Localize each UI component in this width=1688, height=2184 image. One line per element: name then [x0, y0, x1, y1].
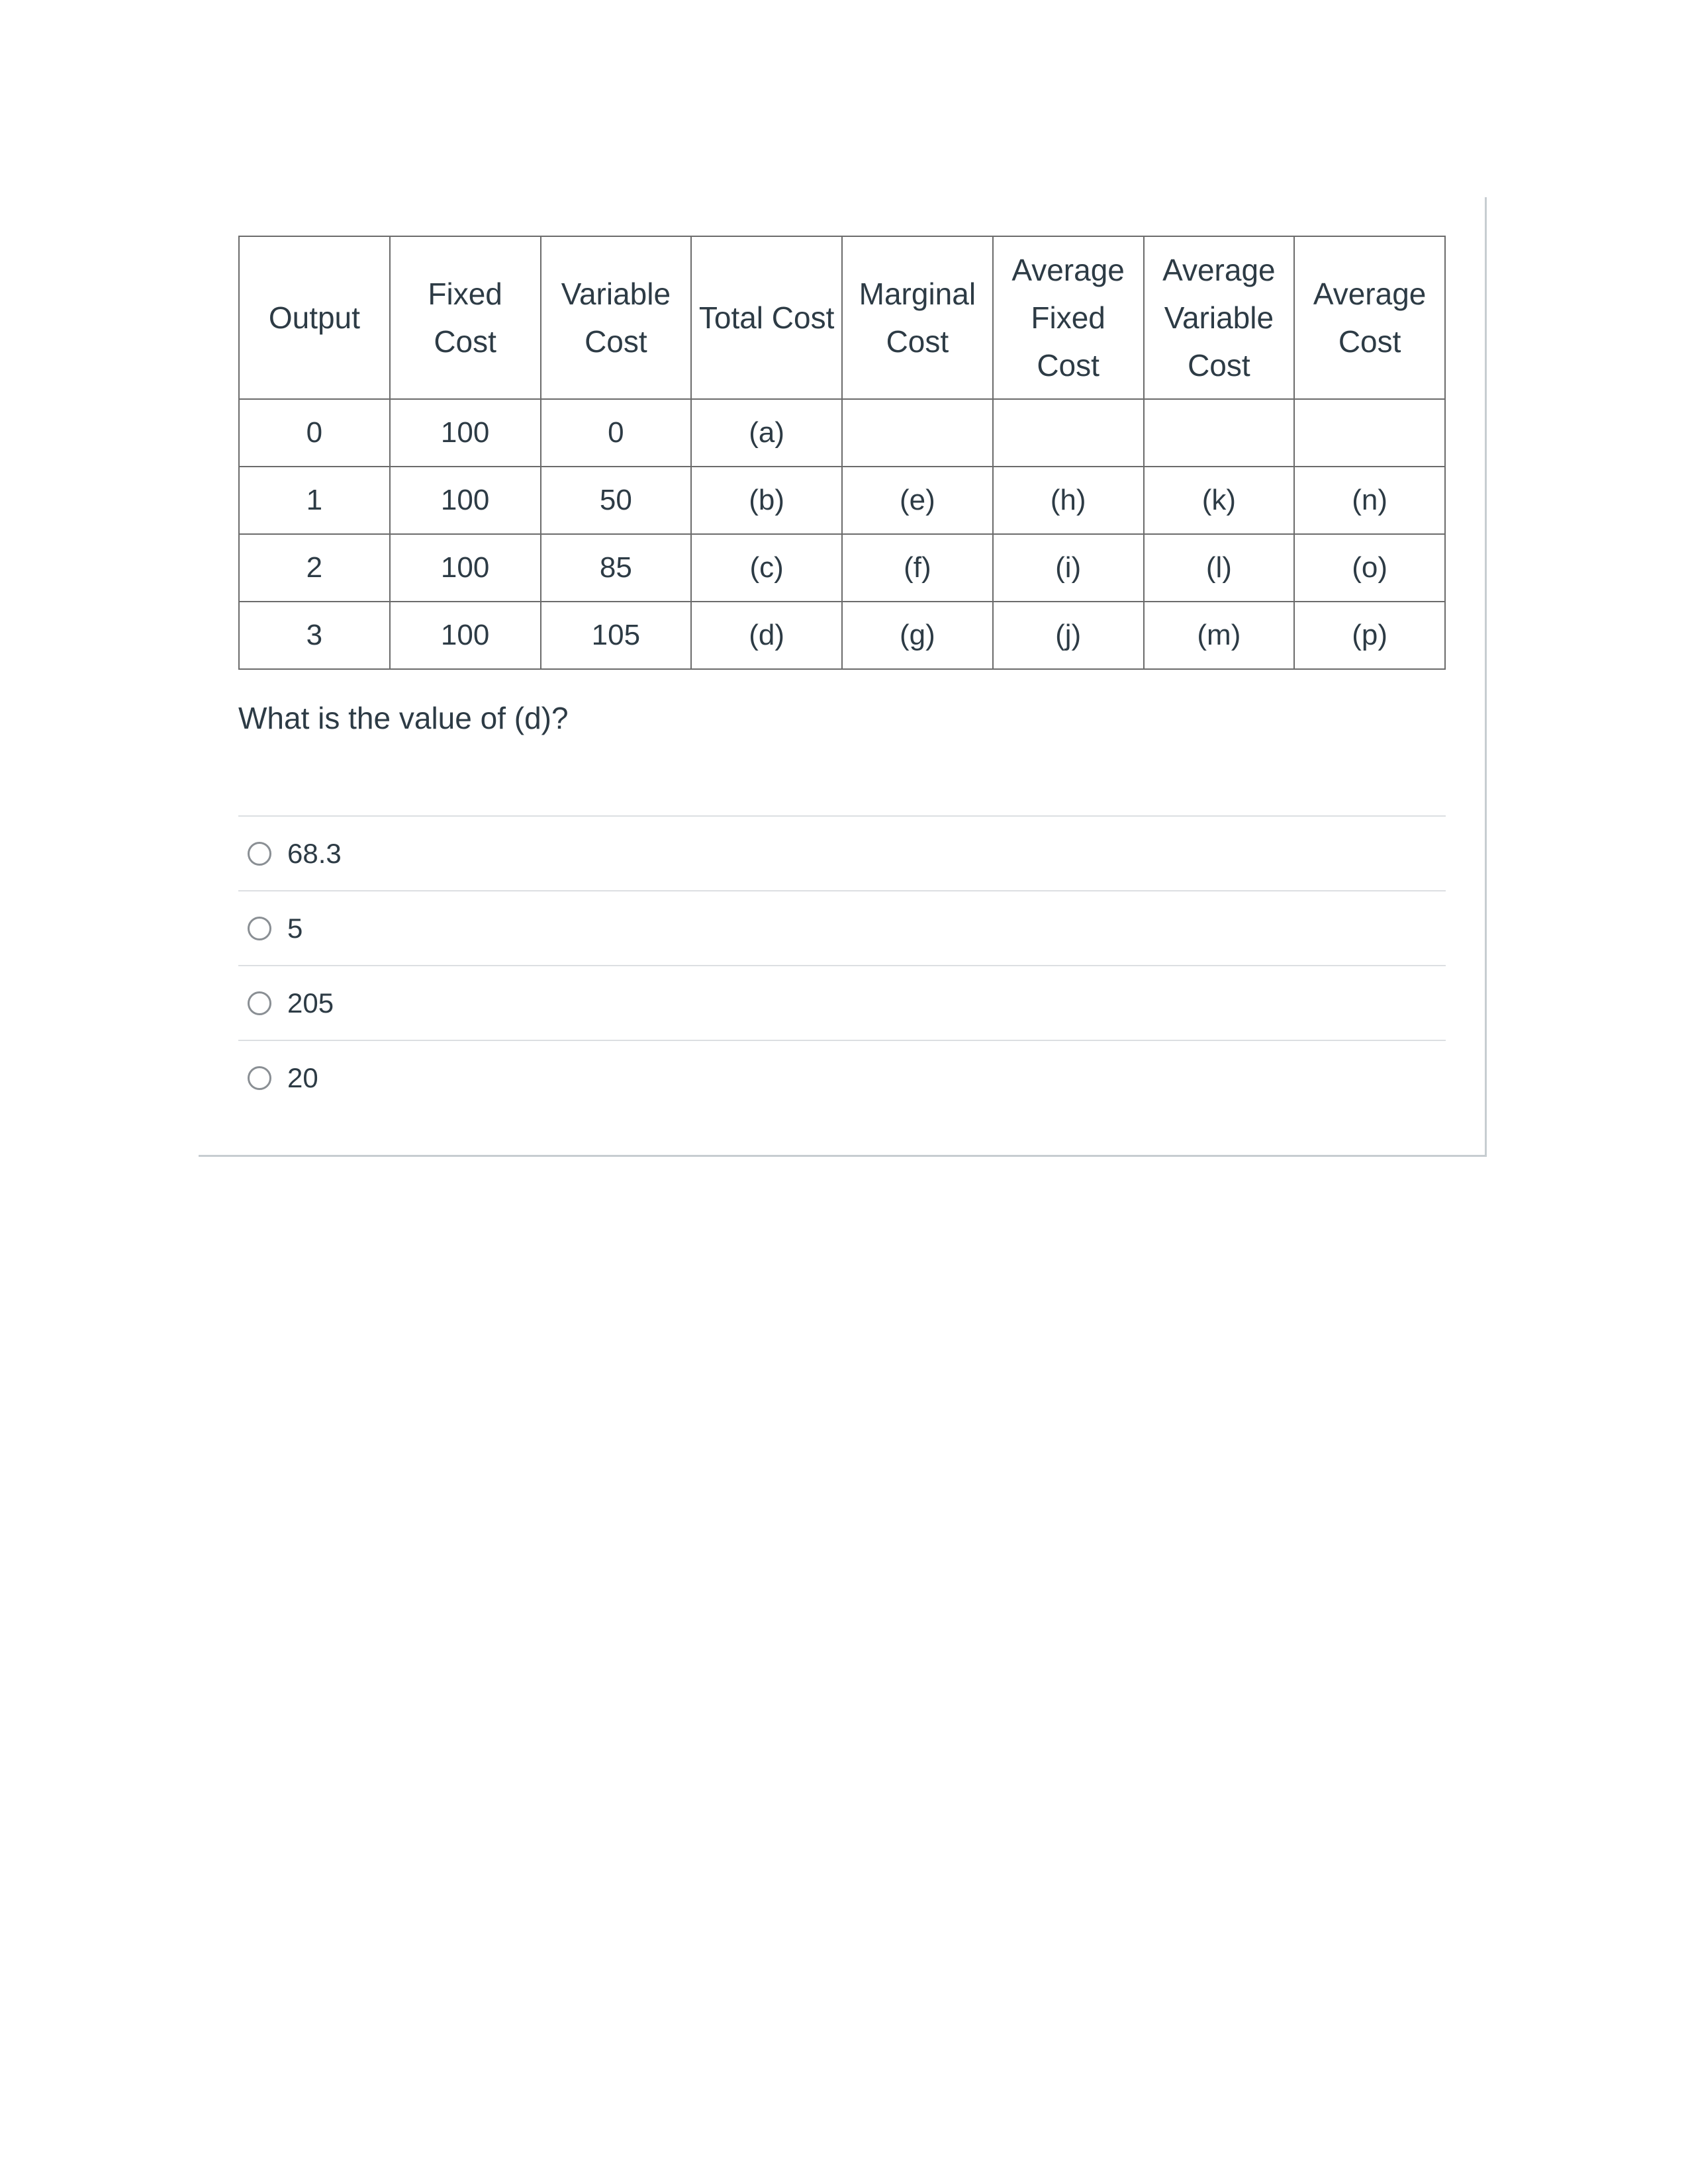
- table-cell: [1144, 399, 1295, 467]
- table-row: [239, 602, 1445, 669]
- table-cell: 100: [390, 534, 541, 602]
- cost-table: [238, 236, 1446, 670]
- answer-label: 68.3: [287, 837, 342, 869]
- table-cell: (d): [691, 602, 842, 669]
- table-cell: (k): [1144, 467, 1295, 534]
- table-cell: 2: [239, 534, 390, 602]
- header-fixed-cost: Fixed Cost: [390, 236, 541, 399]
- table-cell: (f): [842, 534, 993, 602]
- header-total-cost: Total Cost: [691, 236, 842, 399]
- radio-button[interactable]: [248, 842, 271, 866]
- answer-list: [238, 815, 1446, 1115]
- table-cell: 50: [541, 467, 692, 534]
- answer-option[interactable]: [238, 1040, 1446, 1115]
- table-cell: (m): [1144, 602, 1295, 669]
- radio-button[interactable]: [248, 991, 271, 1015]
- table-cell: (o): [1294, 534, 1445, 602]
- table-cell: (b): [691, 467, 842, 534]
- answer-option[interactable]: [238, 815, 1446, 890]
- table-cell: 100: [390, 467, 541, 534]
- table-cell: 105: [541, 602, 692, 669]
- table-row: [239, 467, 1445, 534]
- header-variable-cost: Variable Cost: [541, 236, 692, 399]
- table-cell: (n): [1294, 467, 1445, 534]
- answer-label: 20: [287, 1062, 318, 1093]
- table-cell: (i): [993, 534, 1144, 602]
- table-cell: 0: [541, 399, 692, 467]
- answer-label: 5: [287, 912, 303, 944]
- table-cell: (j): [993, 602, 1144, 669]
- question-text: What is the value of (d)?: [238, 701, 569, 735]
- table-cell: (l): [1144, 534, 1295, 602]
- table-cell: 0: [239, 399, 390, 467]
- table-cell: 3: [239, 602, 390, 669]
- radio-button[interactable]: [248, 917, 271, 940]
- table-cell: (h): [993, 467, 1144, 534]
- table-cell: (p): [1294, 602, 1445, 669]
- radio-button[interactable]: [248, 1066, 271, 1090]
- table-cell: 85: [541, 534, 692, 602]
- table-cell: (g): [842, 602, 993, 669]
- table-cell: [993, 399, 1144, 467]
- table-row: [239, 399, 1445, 467]
- header-average-fixed-cost: Average Fixed Cost: [993, 236, 1144, 399]
- table-cell: (e): [842, 467, 993, 534]
- table-header-row: [239, 236, 1445, 399]
- table-cell: 100: [390, 399, 541, 467]
- header-output: Output: [239, 236, 390, 399]
- table-cell: 1: [239, 467, 390, 534]
- table-cell: (c): [691, 534, 842, 602]
- table-cell: 100: [390, 602, 541, 669]
- header-marginal-cost: Marginal Cost: [842, 236, 993, 399]
- table-cell: (a): [691, 399, 842, 467]
- header-average-variable-cost: Average Variable Cost: [1144, 236, 1295, 399]
- table-cell: [842, 399, 993, 467]
- answer-option[interactable]: [238, 965, 1446, 1040]
- table-cell: [1294, 399, 1445, 467]
- answer-label: 205: [287, 987, 334, 1019]
- header-average-cost: Average Cost: [1294, 236, 1445, 399]
- answer-option[interactable]: [238, 890, 1446, 965]
- table-row: [239, 534, 1445, 602]
